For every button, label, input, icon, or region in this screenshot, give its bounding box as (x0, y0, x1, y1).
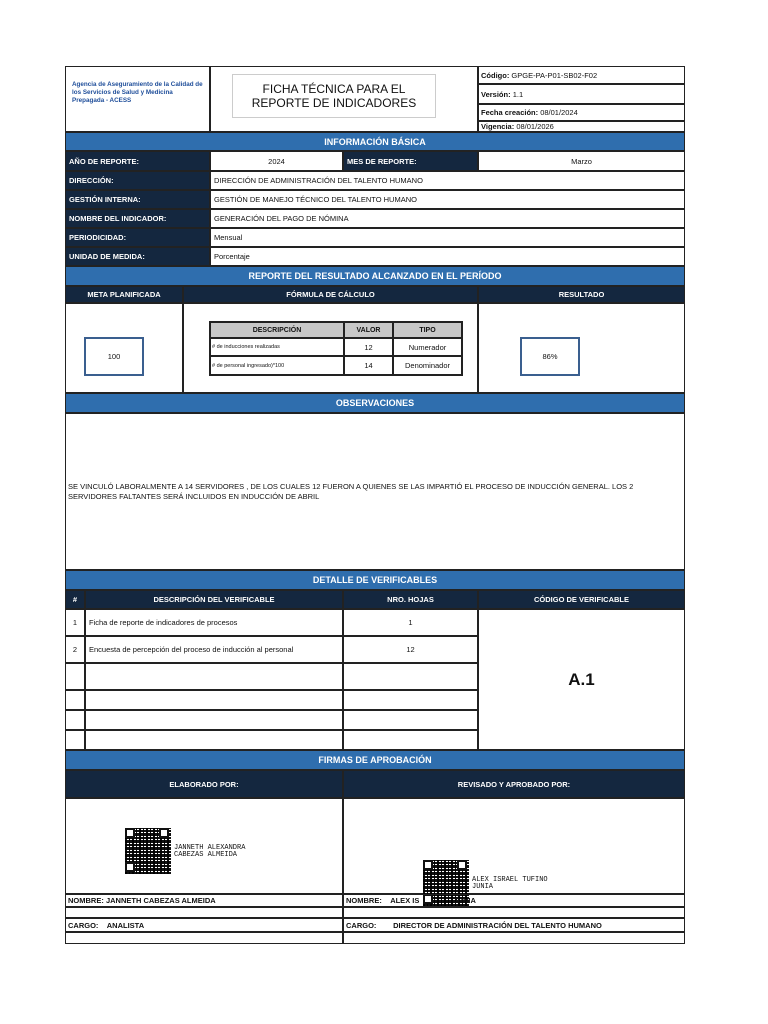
signature-name-line2: CABEZAS ALMEIDA (174, 851, 238, 859)
indicador-label: NOMBRE DEL INDICADOR: (65, 209, 210, 228)
signature-name-line2: JUNIA (472, 883, 494, 891)
title-box (232, 74, 436, 118)
section-verificables: DETALLE DE VERIFICABLES (65, 570, 685, 590)
codigo-label: Código: (481, 70, 510, 80)
cargo-left-value: ANALISTA (106, 920, 145, 930)
codigo-value: GPGE-PA-P01-SB02-F02 (511, 70, 598, 80)
gestion-label: GESTIÓN INTERNA: (65, 190, 210, 209)
direccion-value: DIRECCIÓN DE ADMINISTRACIÓN DEL TALENTO HUMANO (210, 171, 685, 190)
formula-col-valor: VALOR (344, 322, 393, 338)
verif-row-empty (85, 663, 343, 690)
vigencia-cell (478, 121, 685, 132)
verif-row-empty (343, 710, 478, 730)
nombre-left-cell (65, 894, 343, 907)
verif-row-hojas: 1 (343, 609, 478, 636)
footer-spacer-left (65, 932, 343, 944)
verif-row-empty (343, 690, 478, 710)
form-title-line2: REPORTE DE INDICADORES (251, 96, 417, 110)
elaborado-header: ELABORADO POR: (65, 770, 343, 798)
spacer-right (343, 907, 685, 918)
mes-value: Marzo (478, 151, 685, 171)
nombre-left-value: JANNETH CABEZAS ALMEIDA (105, 896, 216, 905)
verif-codigo-cell (478, 609, 685, 750)
verif-row-hojas: 12 (343, 636, 478, 663)
codigo-cell (478, 66, 685, 84)
verif-col-desc: DESCRIPCIÓN DEL VERIFICABLE (85, 590, 343, 609)
nombre-right-value: ALEX IS (390, 896, 420, 905)
verif-col-num: # (65, 590, 85, 609)
section-resultado: REPORTE DEL RESULTADO ALCANZADO EN EL PERÍODO (65, 266, 685, 286)
formula-row-valor: 14 (344, 356, 393, 375)
cargo-left-label: CARGO: (68, 920, 99, 930)
org-cell (65, 66, 210, 132)
cargo-right-cell (343, 918, 685, 932)
verif-col-codigo: CÓDIGO DE VERIFICABLE (478, 590, 685, 609)
signature-corner (457, 860, 467, 870)
vigencia-value: 08/01/2026 (516, 122, 554, 131)
signature-corner (125, 862, 135, 872)
section-informacion-basica: INFORMACIÓN BÁSICA (65, 132, 685, 151)
verif-row-empty (343, 663, 478, 690)
formula-header: FÓRMULA DE CÁLCULO (183, 286, 478, 303)
verif-codigo-value: A.1 (568, 669, 595, 689)
resultado-cell (478, 303, 685, 393)
gestion-value: GESTIÓN DE MANEJO TÉCNICO DEL TALENTO HUMANO (210, 190, 685, 209)
verif-row-num: 2 (65, 636, 85, 663)
fecha-cell (478, 104, 685, 121)
signature-corner (125, 828, 135, 838)
nombre-right-cell (343, 894, 685, 907)
footer-spacer-right (343, 932, 685, 944)
verif-row-desc: Ficha de reporte de indicadores de procesos (85, 609, 343, 636)
revisado-header: REVISADO Y APROBADO POR: (343, 770, 685, 798)
verif-row-desc: Encuesta de percepción del proceso de inducción al personal (85, 636, 343, 663)
org-name: Agencia de Aseguramiento de la Calidad de los Servicios de Salud y Medicina Prepagada - ACESS (72, 81, 203, 104)
indicador-value: GENERACIÓN DEL PAGO DE NÓMINA (210, 209, 685, 228)
formula-row-tipo: Numerador (393, 338, 462, 356)
anio-label: AÑO DE REPORTE: (65, 151, 210, 171)
observaciones-text: SE VINCULÓ LABORALMENTE A 14 SERVIDORES , DE LOS CUALES 12 FUERON A QUIENES SE LAS IMPARTIÓ EL PROCESO DE INDUCCIÓN GENERAL. LOS 2 SERVIDORES FALTANTES SERÁ INCLUIDOS EN INDUCCIÓN DE ABRIL (68, 481, 634, 501)
formula-col-tipo: TIPO (393, 322, 462, 338)
periodicidad-value: Mensual (210, 228, 685, 247)
signature-corner (423, 860, 433, 870)
section-firmas: FIRMAS DE APROBACIÓN (65, 750, 685, 770)
periodicidad-label: PERIODICIDAD: (65, 228, 210, 247)
section-observaciones: OBSERVACIONES (65, 393, 685, 413)
mes-label: MES DE REPORTE: (343, 151, 478, 171)
formula-row-valor: 12 (344, 338, 393, 356)
vigencia-label: Vigencia: (481, 122, 515, 131)
cargo-right-label: CARGO: (346, 920, 377, 930)
unidad-label: UNIDAD DE MEDIDA: (65, 247, 210, 266)
formula-col-descripcion: DESCRIPCIÓN (210, 322, 344, 338)
spacer-left (65, 907, 343, 918)
nombre-right-label: NOMBRE: (346, 896, 382, 905)
verif-row-empty (343, 730, 478, 750)
signature-signed-name (174, 845, 245, 859)
form-title-line1: FICHA TÉCNICA PARA EL (262, 82, 406, 96)
verif-row-empty (65, 690, 85, 710)
version-cell (478, 84, 685, 104)
fecha-value: 08/01/2024 (540, 108, 578, 117)
formula-row-desc: # de personal ingresado)*100 (210, 356, 344, 375)
observaciones-cell (65, 413, 685, 570)
version-value: 1.1 (512, 89, 524, 99)
fecha-label: Fecha creación: (481, 108, 539, 117)
formula-row-tipo: Denominador (393, 356, 462, 375)
version-label: Versión: (481, 89, 511, 99)
verif-row-empty (65, 663, 85, 690)
cargo-left-cell (65, 918, 343, 932)
nombre-left-label: NOMBRE: (68, 896, 104, 905)
formula-row-desc: # de inducciones realizadas (210, 338, 344, 356)
verif-row-empty (85, 690, 343, 710)
verif-col-hojas: NRO. HOJAS (343, 590, 478, 609)
meta-value: 100 (84, 337, 144, 376)
signature-name-line1: JANNETH ALEXANDRA (174, 844, 246, 852)
anio-value: 2024 (210, 151, 343, 171)
verif-row-empty (65, 710, 85, 730)
signature-corner (159, 828, 169, 838)
cargo-right-value: DIRECTOR DE ADMINISTRACIÓN DEL TALENTO HUMANO (393, 920, 602, 930)
nombre-right-value-tail: JUNIA (453, 896, 476, 905)
resultado-value: 86% (520, 337, 580, 376)
verif-row-num: 1 (65, 609, 85, 636)
meta-header: META PLANIFICADA (65, 286, 183, 303)
verif-row-empty (65, 730, 85, 750)
signature-signed-name (472, 877, 548, 891)
unidad-value: Porcentaje (210, 247, 685, 266)
verif-row-empty (85, 710, 343, 730)
resultado-header: RESULTADO (478, 286, 685, 303)
signature-name-line1: ALEX ISRAEL TUFINO (472, 876, 548, 884)
direccion-label: DIRECCIÓN: (65, 171, 210, 190)
verif-row-empty (85, 730, 343, 750)
